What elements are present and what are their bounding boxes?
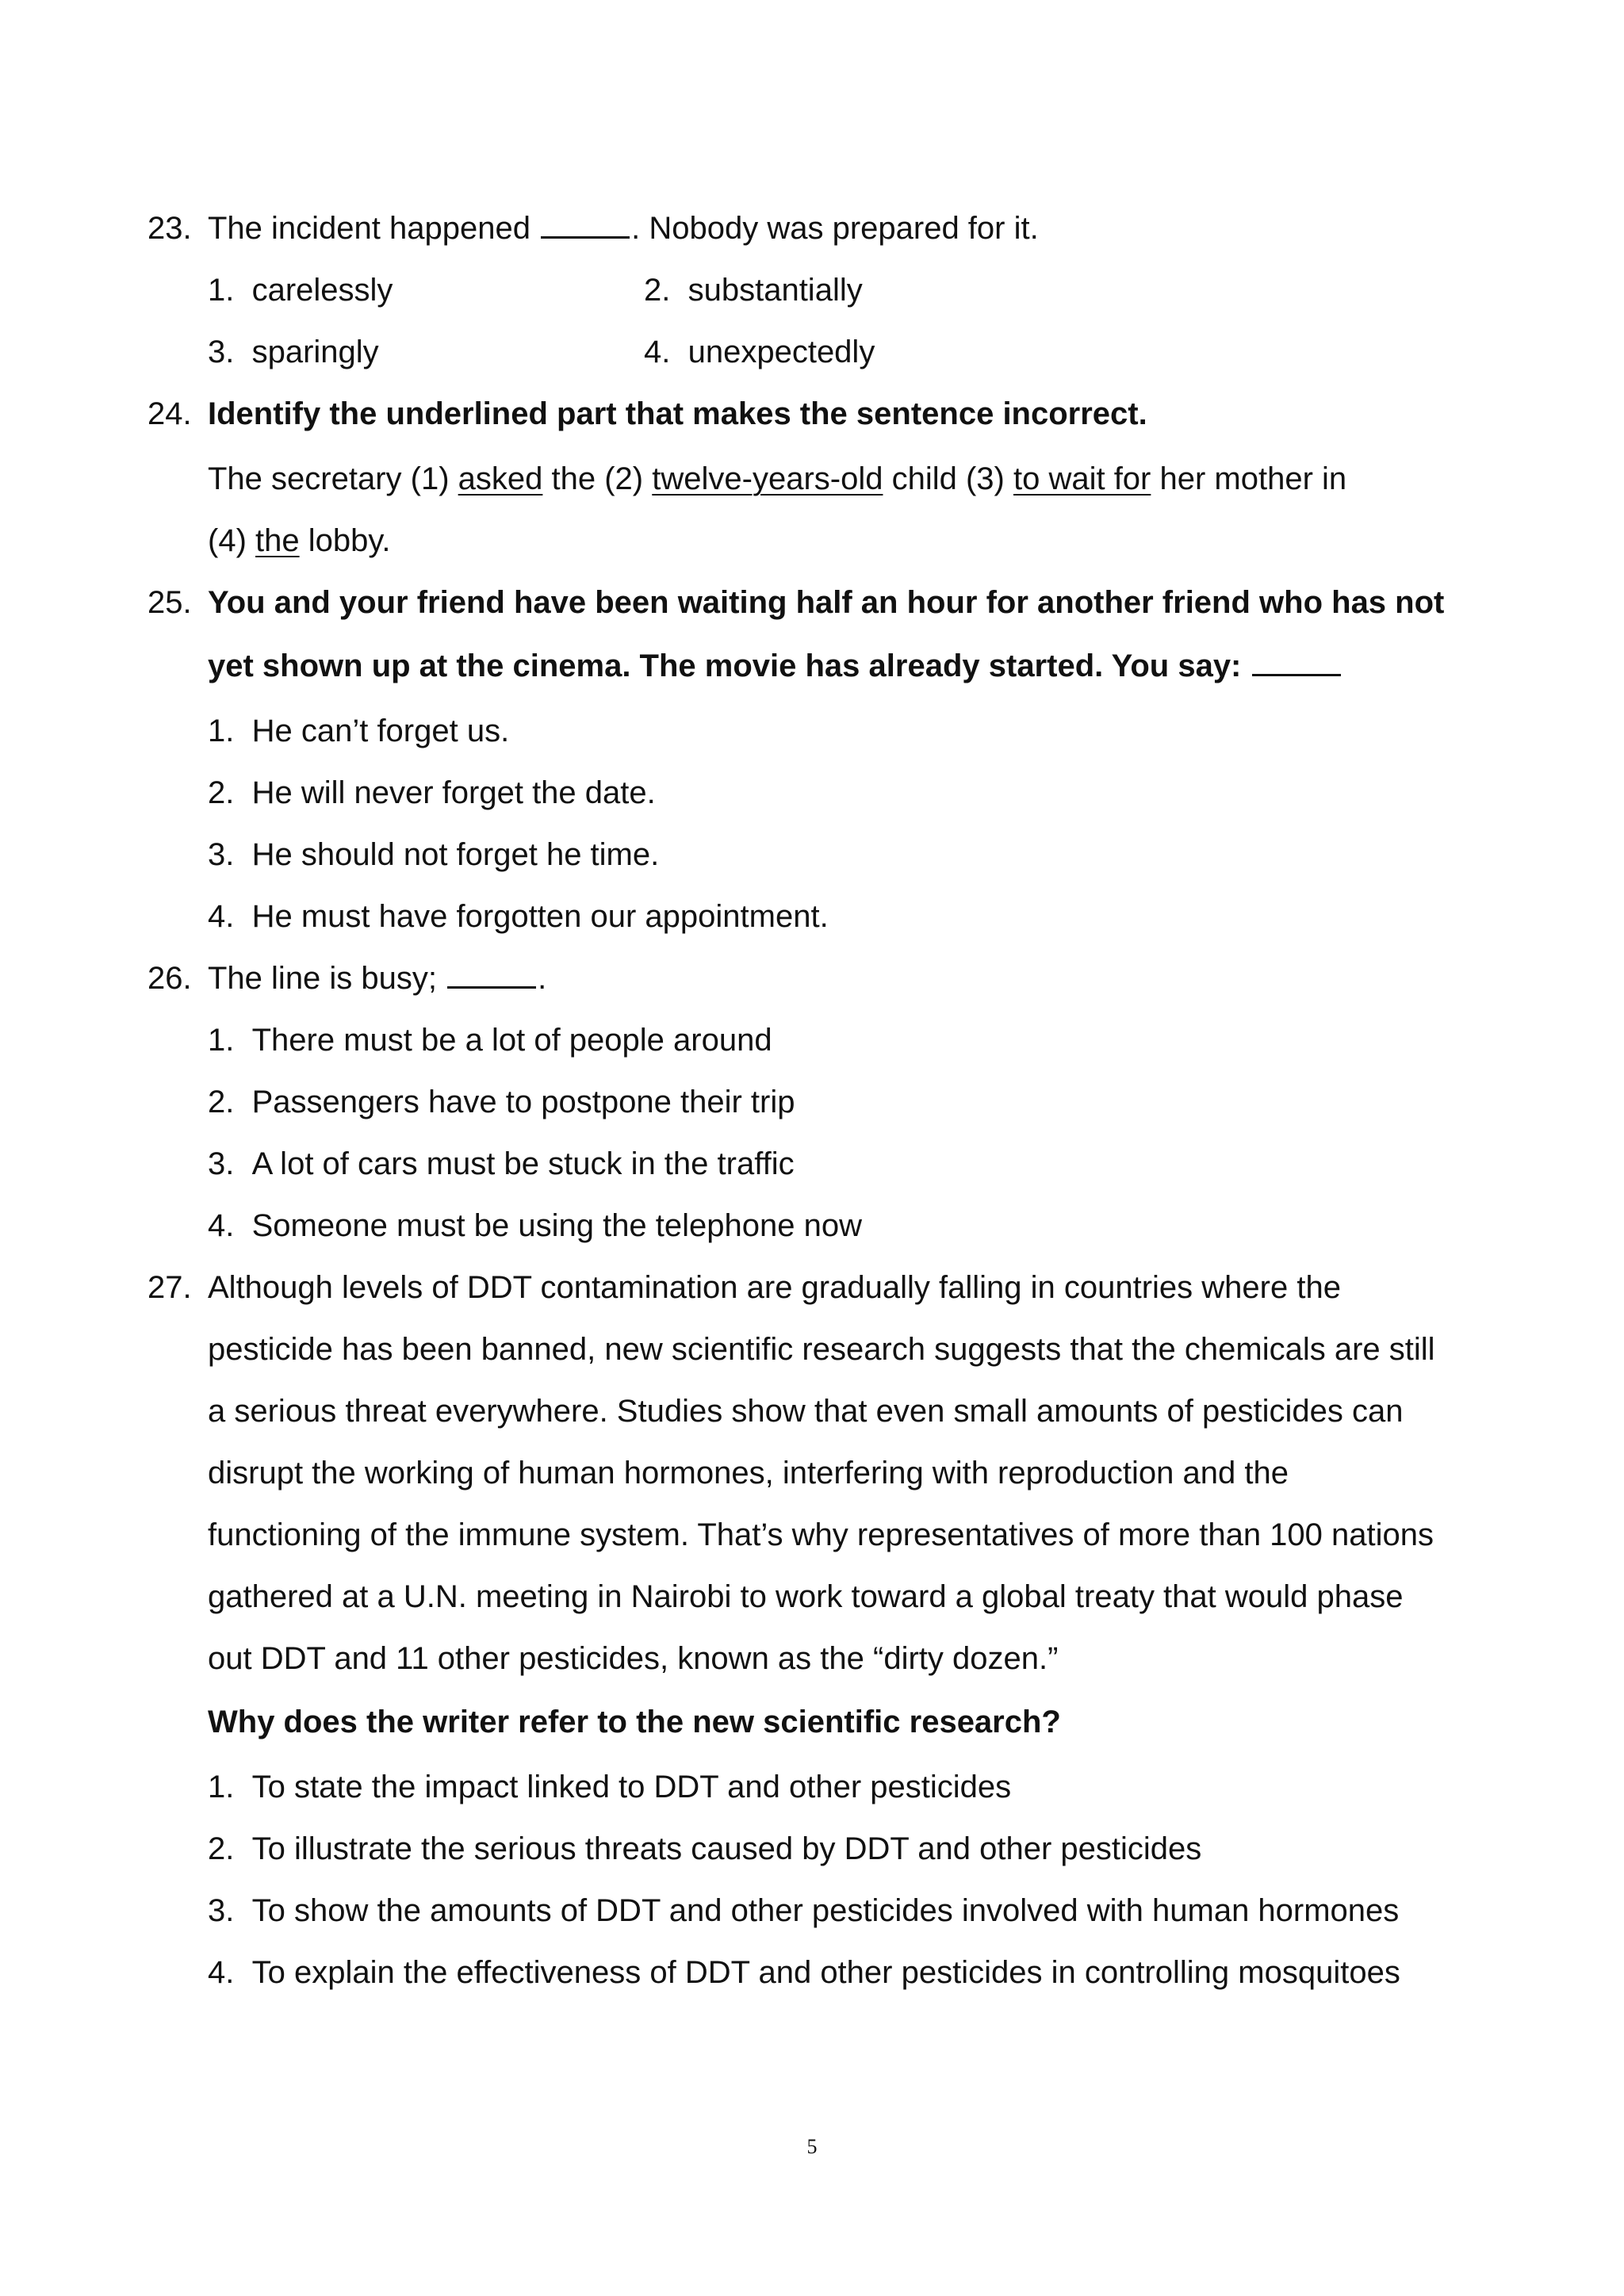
question-stem	[208, 959, 546, 997]
prompt-text: yet shown up at the cinema. The movie has already started. You say:	[208, 649, 1251, 683]
question-prompt-line-2	[208, 647, 1342, 685]
option-number: 3.	[208, 837, 235, 872]
option-4	[644, 333, 875, 371]
underlined-part: to wait for	[1013, 461, 1151, 496]
option-2	[208, 774, 656, 812]
option-number: 3.	[208, 1146, 235, 1181]
option-text: To illustrate the serious threats caused by DDT and other pesticides	[251, 1831, 1202, 1866]
option-number: 2.	[208, 775, 235, 810]
option-number: 1.	[208, 714, 235, 748]
question-prompt: Why does the writer refer to the new scientific research?	[208, 1705, 1061, 1739]
passage-line: pesticide has been banned, new scientific research suggests that the chemicals are still	[208, 1332, 1435, 1367]
option-number: 4.	[208, 1955, 235, 1990]
option-text: There must be a lot of people around	[251, 1023, 772, 1058]
sentence-text: her mother in	[1151, 461, 1347, 496]
passage-line: a serious threat everywhere. Studies show that even small amounts of pesticides can	[208, 1394, 1404, 1429]
underlined-part: the	[255, 523, 300, 558]
option-4	[208, 1954, 1400, 1992]
option-2	[208, 1830, 1201, 1868]
sentence-text: the (2)	[542, 461, 653, 496]
stem-text: The incident happened	[208, 211, 540, 246]
question-number: 27.	[147, 1270, 192, 1305]
sentence-text: child (3)	[883, 461, 1013, 496]
option-number: 3.	[208, 335, 235, 369]
option-1	[208, 712, 509, 750]
sentence-text: The secretary (1)	[208, 461, 458, 496]
option-text: sparingly	[251, 335, 379, 369]
option-text: He will never forget the date.	[251, 775, 656, 810]
option-number: 1.	[208, 1023, 235, 1058]
option-4	[208, 1207, 862, 1245]
question-number: 23.	[147, 211, 192, 246]
option-3	[208, 1892, 1399, 1930]
page-number: 5	[806, 2135, 818, 2158]
stem-text: The line is busy;	[208, 961, 446, 996]
option-2	[644, 271, 863, 309]
question-instruction: Identify the underlined part that makes the sentence incorrect.	[208, 396, 1147, 431]
question-number: 26.	[147, 961, 192, 996]
option-number: 3.	[208, 1893, 235, 1928]
option-number: 2.	[644, 273, 671, 308]
answer-blank	[447, 962, 536, 989]
answer-blank	[541, 212, 630, 239]
option-1	[208, 1021, 772, 1059]
option-number: 4.	[208, 899, 235, 934]
option-1	[208, 271, 393, 309]
option-number: 2.	[208, 1085, 235, 1119]
option-number: 1.	[208, 273, 235, 308]
passage-line: disrupt the working of human hormones, interfering with reproduction and the	[208, 1456, 1289, 1490]
option-3	[208, 836, 659, 874]
option-text: He must have forgotten our appointment.	[251, 899, 829, 934]
option-number: 1.	[208, 1770, 235, 1804]
option-3	[208, 333, 379, 371]
question-number: 24.	[147, 396, 192, 431]
option-text: unexpectedly	[688, 335, 875, 369]
error-sentence-line-1	[208, 460, 1346, 498]
option-text: He can’t forget us.	[251, 714, 510, 748]
option-number: 4.	[208, 1208, 235, 1243]
option-number: 2.	[208, 1831, 235, 1866]
question-stem	[208, 209, 1039, 247]
sentence-text: (4)	[208, 523, 255, 558]
option-text: A lot of cars must be stuck in the traffic	[251, 1146, 795, 1181]
option-text: To show the amounts of DDT and other pesticides involved with human hormones	[251, 1893, 1400, 1928]
passage-line: gathered at a U.N. meeting in Nairobi to work toward a global treaty that would phase	[208, 1579, 1404, 1614]
underlined-part: asked	[458, 461, 543, 496]
option-text: To explain the effectiveness of DDT and other pesticides in controlling mosquitoes	[251, 1955, 1400, 1990]
option-1	[208, 1768, 1011, 1806]
answer-blank	[1252, 650, 1341, 676]
option-text: Passengers have to postpone their trip	[251, 1085, 795, 1119]
option-3	[208, 1145, 795, 1183]
passage-line: out DDT and 11 other pesticides, known as the “dirty dozen.”	[208, 1641, 1059, 1676]
option-text: substantially	[688, 273, 863, 308]
option-number: 4.	[644, 335, 671, 369]
stem-text: .	[538, 961, 547, 996]
option-text: To state the impact linked to DDT and other pesticides	[251, 1770, 1012, 1804]
underlined-part: twelve-years-old	[652, 461, 883, 496]
option-2	[208, 1083, 795, 1121]
option-text: carelessly	[251, 273, 393, 308]
stem-text: . Nobody was prepared for it.	[631, 211, 1039, 246]
error-sentence-line-2	[208, 522, 391, 560]
option-4	[208, 897, 829, 936]
sentence-text: lobby.	[299, 523, 391, 558]
option-text: He should not forget he time.	[251, 837, 660, 872]
option-text: Someone must be using the telephone now	[251, 1208, 863, 1243]
question-number: 25.	[147, 585, 192, 620]
passage-line: functioning of the immune system. That’s why representatives of more than 100 nations	[208, 1517, 1434, 1552]
passage-line: Although levels of DDT contamination are gradually falling in countries where the	[208, 1270, 1341, 1305]
question-prompt-line-1: You and your friend have been waiting half an hour for another friend who has not	[208, 585, 1445, 620]
